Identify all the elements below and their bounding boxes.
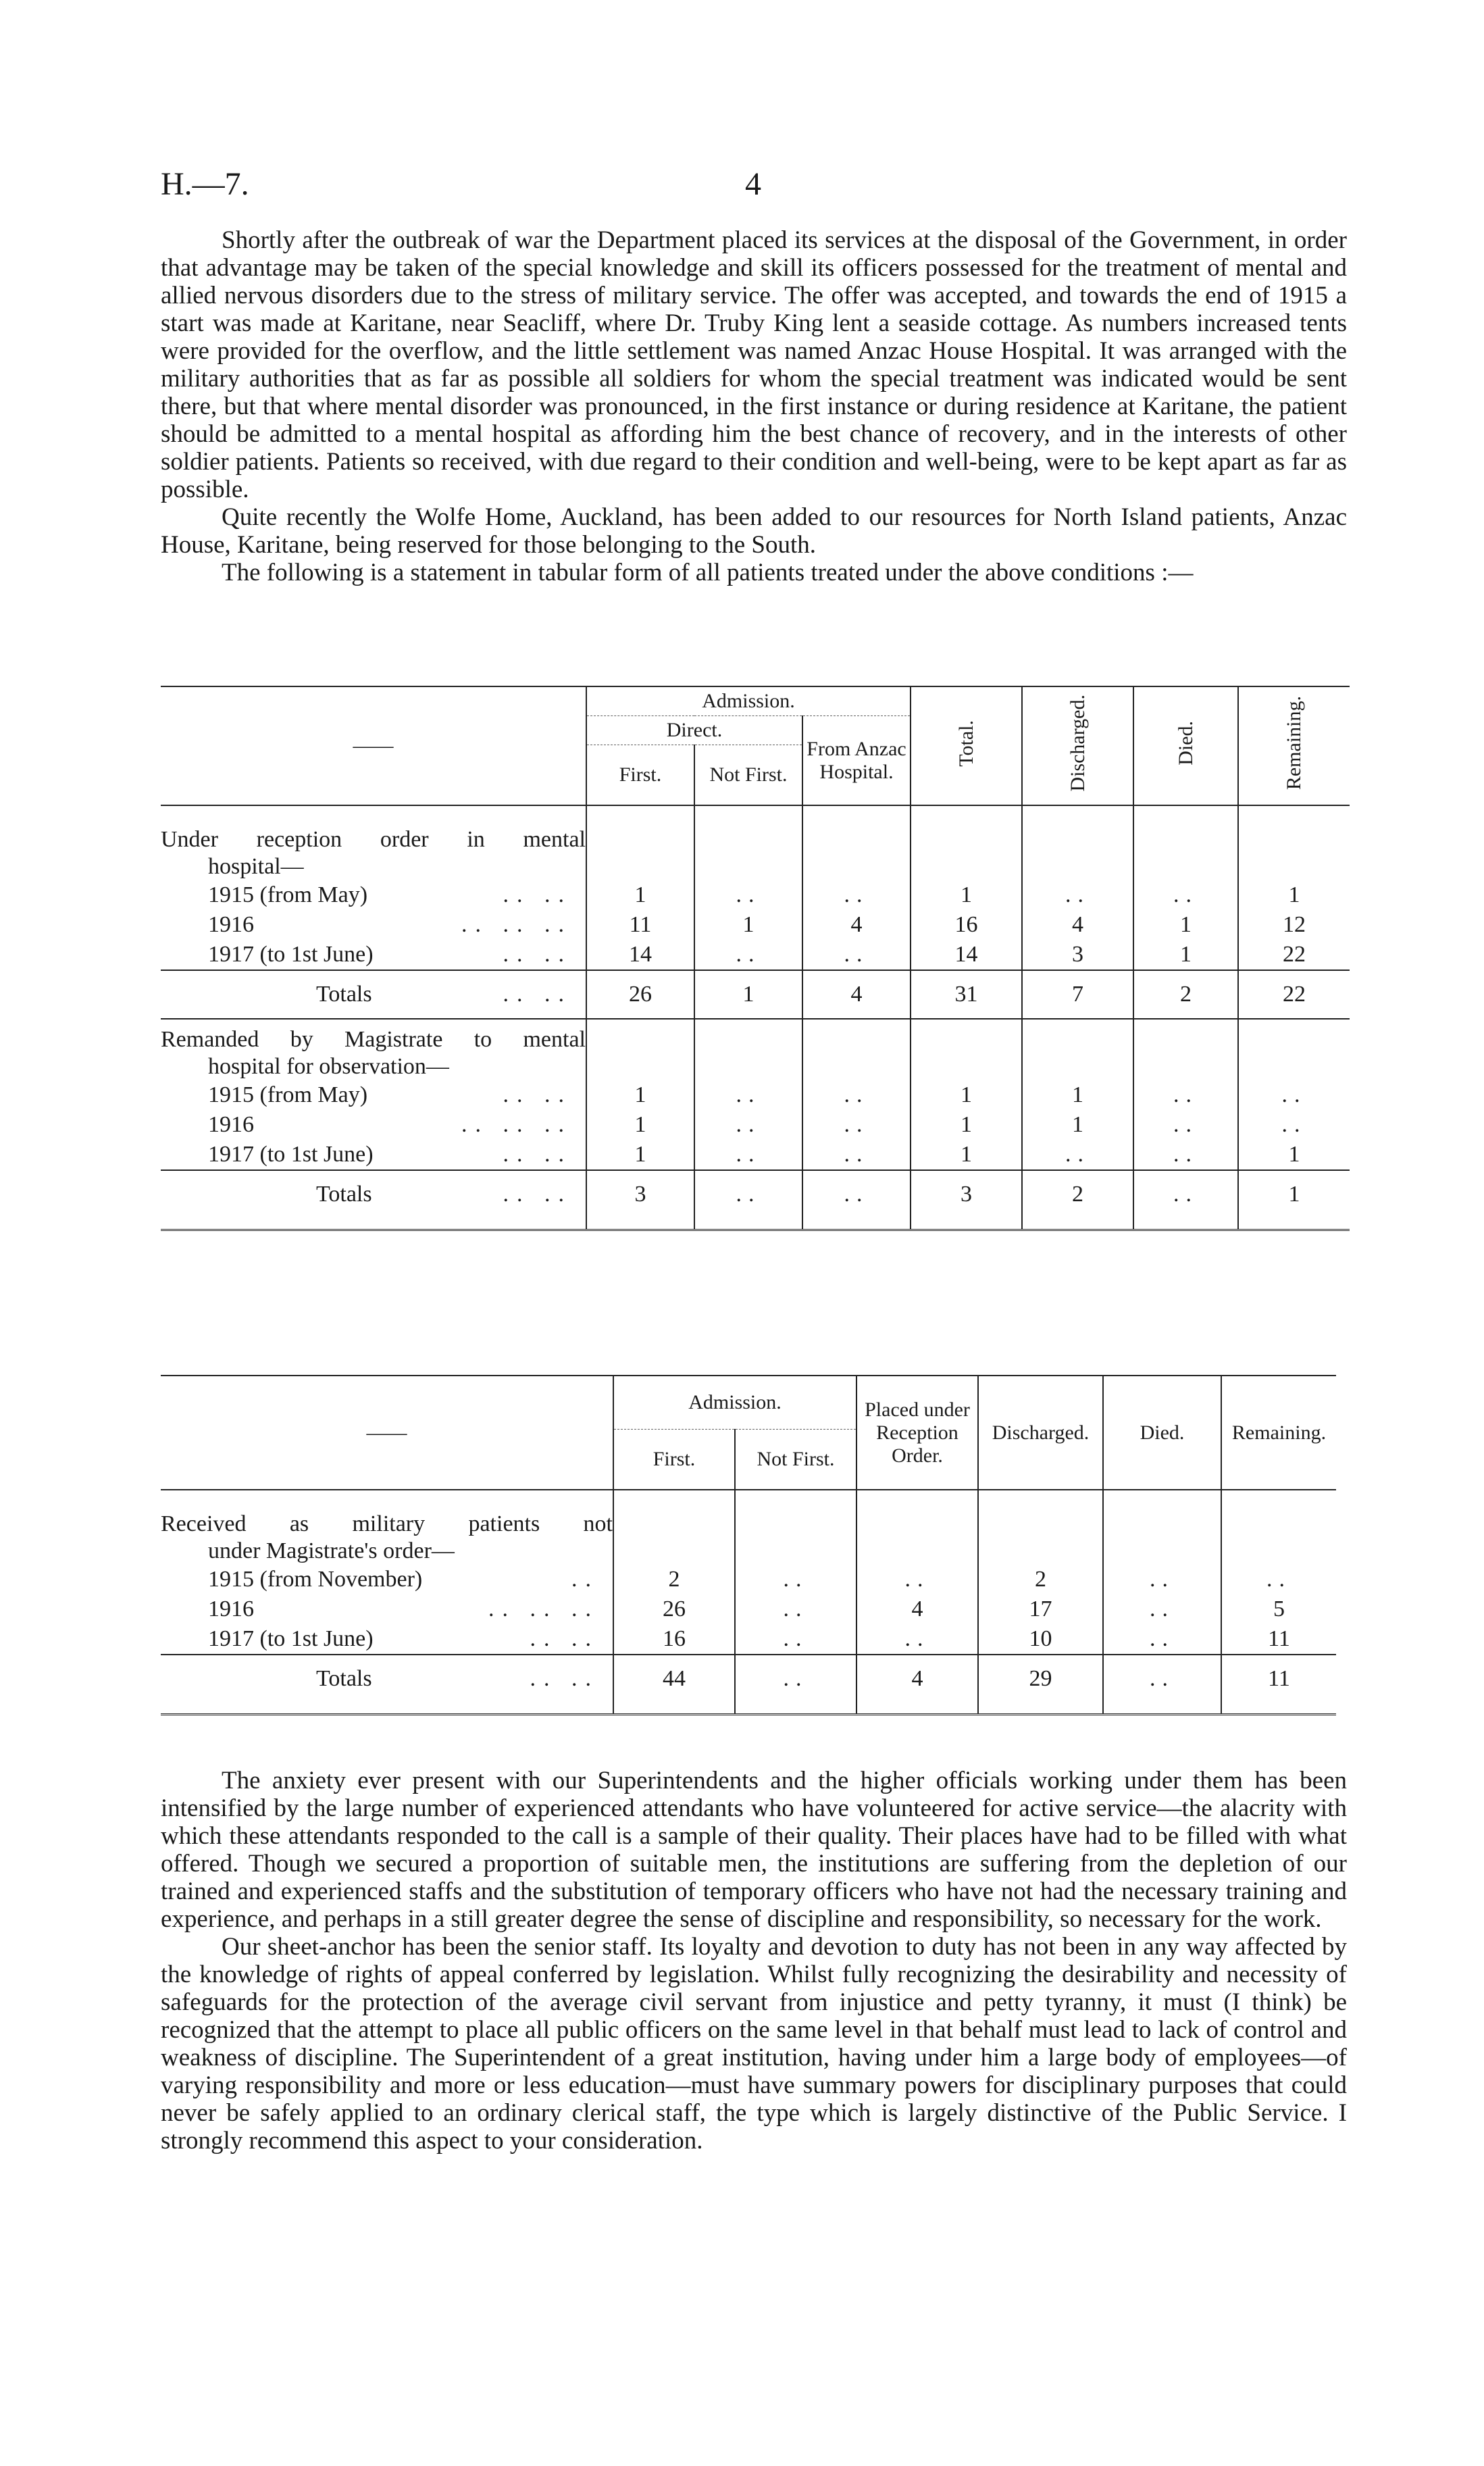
from-anzac-header: From Anzac Hospital. (802, 716, 911, 806)
not-first-header: Not First. (694, 745, 802, 806)
table-row: 1916 .. .. .. 1 .. .. 1 1 .. .. (161, 1110, 1350, 1140)
section-title: Received as military patients not under Magistrate's order— (161, 1511, 613, 1563)
totals-row: Totals .. .. 44 .. 4 29 .. 11 (161, 1655, 1336, 1703)
paragraph: The anxiety ever present with our Superintendents and the higher officials working under them has been intensified by the large number of experienced attendants who have volunteered for active service—the alacrity with which these attendants responded to the call is a sample of their quality. Their places have had to be filled with what offered. Though we secured a proportion of suitable men, the institutions are suffering from the depletion of our trained and experienced staffs and the substitution of temporary officers who have not had the necessary training and experience, and perhaps in a still greater degree the sense of discipline and responsibility, so necessary for the work. (161, 1767, 1347, 1933)
direct-header: Direct. (586, 716, 802, 745)
admission-header: Admission. (613, 1376, 856, 1430)
remaining-header: Remaining. (1221, 1376, 1336, 1490)
intro-text (161, 226, 1347, 586)
table-row: 1917 (to 1st June) .. .. 1 .. .. 1 .. .. 1 (161, 1140, 1350, 1170)
discharged-header: Discharged. (978, 1376, 1103, 1490)
table-row: 1915 (from May) .. .. 1 .. .. 1 .. .. 1 (161, 880, 1350, 910)
not-first-header: Not First. (735, 1430, 856, 1490)
section-title: Remanded by Magistrate to mental hospital for observation— (161, 1019, 586, 1080)
remaining-header: Remaining. (1238, 686, 1350, 805)
document-reference: H.—7. (161, 166, 249, 202)
paragraph: Quite recently the Wolfe Home, Auckland, has been added to our resources for North Island patients, Anzac House, Karitane, being reserved for those belonging to the South. (161, 503, 1347, 559)
discharged-header: Discharged. (1022, 686, 1133, 805)
table-row: 1915 (from November) .. 2 .. .. 2 .. .. (161, 1565, 1336, 1594)
died-header: Died. (1103, 1376, 1221, 1490)
died-header: Died. (1133, 686, 1238, 805)
closing-text (161, 1767, 1347, 2155)
stub-header: —— (161, 1376, 613, 1490)
table-row: 1916 .. .. .. 26 .. 4 17 .. 5 (161, 1594, 1336, 1624)
page-header (161, 166, 1350, 213)
table-row: 1915 (from May) .. .. 1 .. .. 1 1 .. .. (161, 1080, 1350, 1110)
section-title: Under reception order in mental hospital— (161, 827, 586, 879)
stub-header: —— (161, 686, 586, 805)
table-row: 1917 (to 1st June) .. .. 14 .. .. 14 3 1 22 (161, 940, 1350, 970)
totals-row: Totals .. .. 3 .. .. 3 2 .. 1 (161, 1170, 1350, 1218)
paragraph: Our sheet-anchor has been the senior staff. Its loyalty and devotion to duty has not been in any way affected by the knowledge of rights of appeal conferred by legislation. Whilst fully recognizing the desirability and necessity of safeguards for the protection of the average civil servant from injustice and petty tyranny, it must (I think) be recognized that the attempt to place all public officers on the same level in that behalf must lead to lack of control and weakness of discipline. The Superintendent of a great institution, having under him a large body of employees—of varying responsibility and more or less education—must have summary powers for disciplinary purposes that could never be safely applied to an ordinary clerical staff, the type which is largely distinctive of the Public Service. I strongly recommend this aspect to your consideration. (161, 1933, 1347, 2155)
paragraph: Shortly after the outbreak of war the Department placed its services at the disposal of the Government, in order that advantage may be taken of the special knowledge and skill its officers possessed for the treatment of mental and allied nervous disorders due to the stress of military service. The offer was accepted, and towards the end of 1915 a start was made at Karitane, near Seacliff, where Dr. Truby King lent a seaside cottage. As numbers increased tents were provided for the overflow, and the little settlement was named Anzac House Hospital. It was arranged with the military authorities that as far as possible all soldiers for whom the special treatment was indicated would be sent there, but that where mental disorder was pronounced, in the first instance or during residence at Karitane, the patient should be admitted to a mental hospital as affording him the best chance of recovery, and in the interests of other soldier patients. Patients so received, with due regard to their condition and well-being, were to be kept apart as far as possible. (161, 226, 1347, 503)
statistics-table-1 (161, 686, 1350, 1231)
paragraph: The following is a statement in tabular form of all patients treated under the above conditions :— (222, 559, 1194, 586)
total-header: Total. (911, 686, 1022, 805)
placed-header: Placed under Reception Order. (856, 1376, 978, 1490)
table-row: 1917 (to 1st June) .. .. 16 .. .. 10 .. 11 (161, 1624, 1336, 1655)
first-header: First. (613, 1430, 735, 1490)
statistics-table-2 (161, 1375, 1336, 1715)
admission-header: Admission. (586, 686, 911, 716)
first-header: First. (586, 745, 694, 806)
page-number: 4 (745, 166, 761, 202)
table-row: 1916 .. .. .. 11 1 4 16 4 1 12 (161, 910, 1350, 940)
totals-row: Totals .. .. 26 1 4 31 7 2 22 (161, 970, 1350, 1019)
